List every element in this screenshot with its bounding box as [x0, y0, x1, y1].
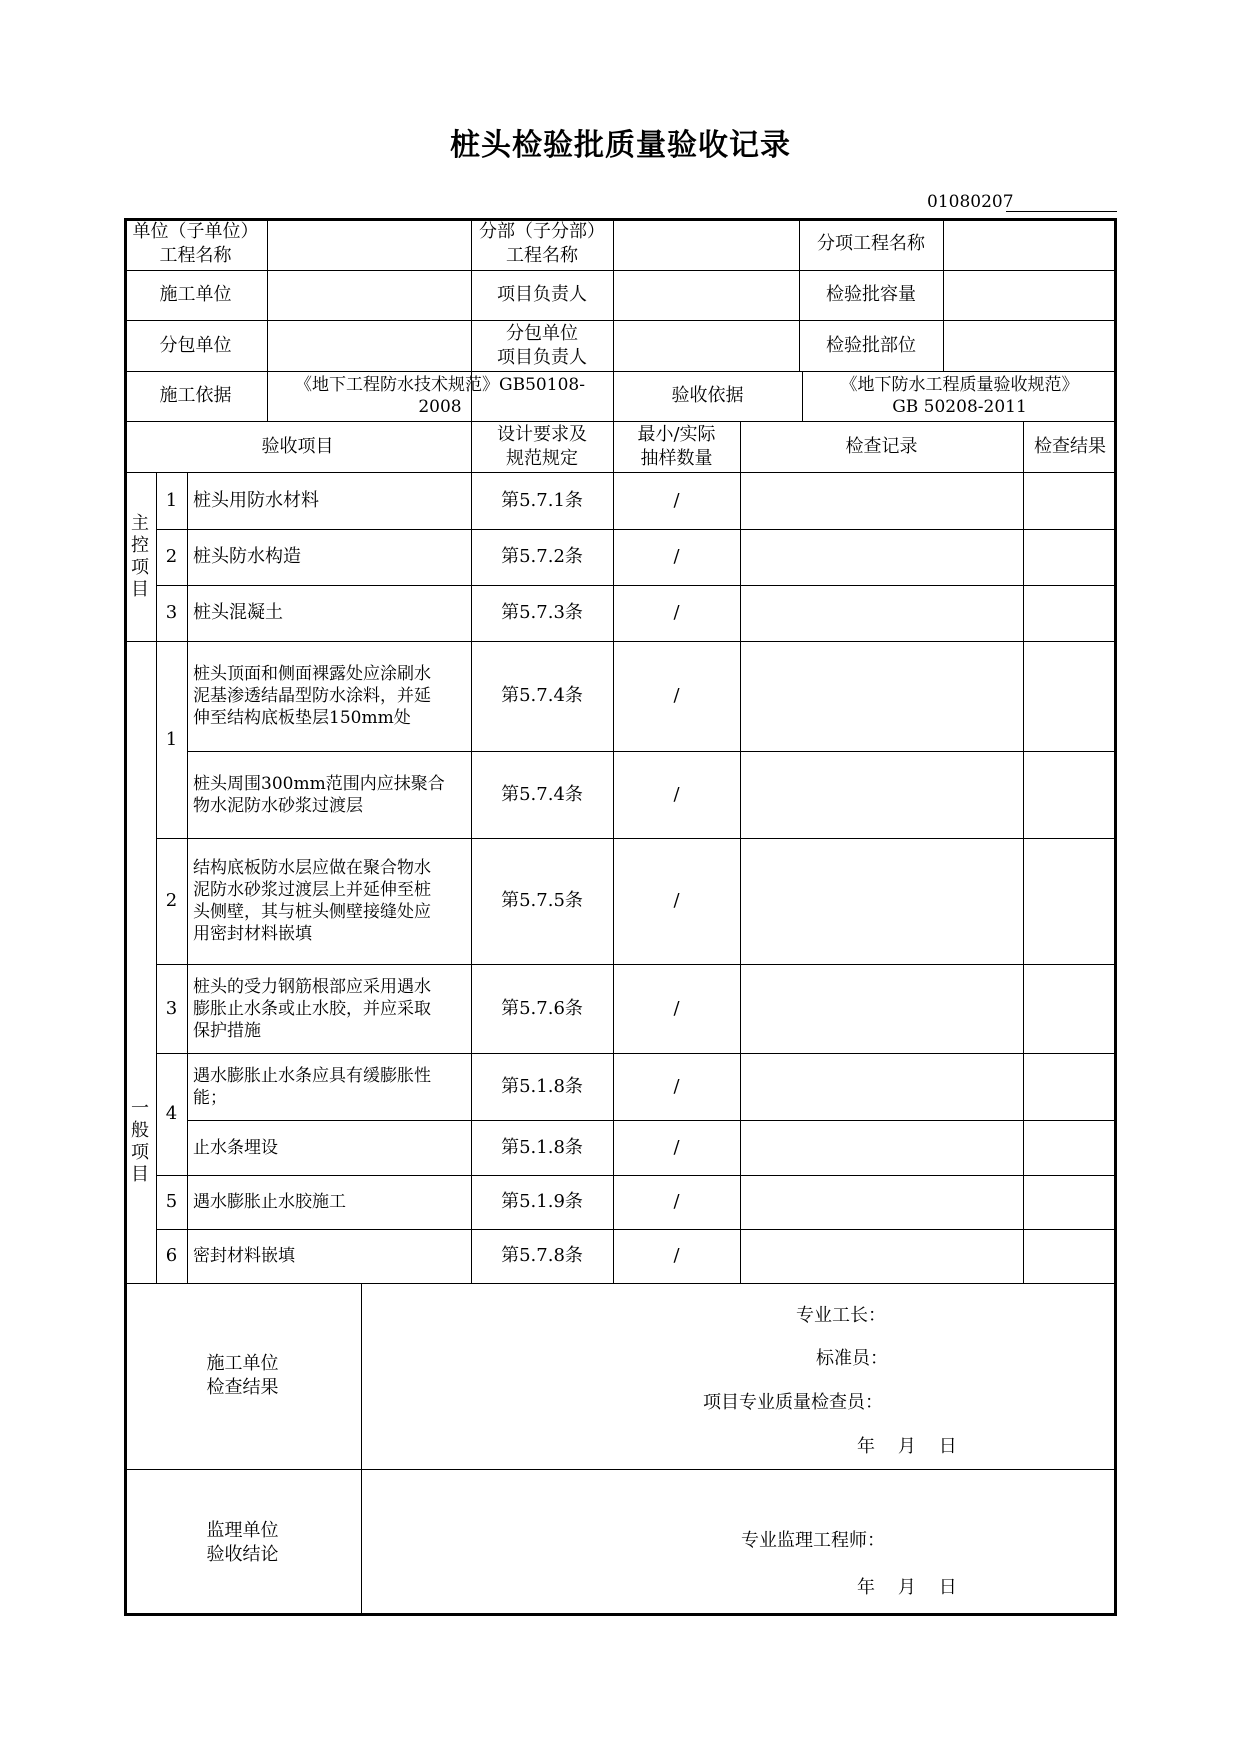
division-name-field[interactable] [613, 218, 799, 270]
item-record-field[interactable] [740, 529, 1023, 585]
item-record-field[interactable] [740, 1229, 1023, 1283]
item-number: 3 [165, 997, 178, 1019]
item-record-field[interactable] [740, 472, 1023, 529]
item-result-field[interactable] [1023, 529, 1117, 585]
constructor-label: 施工单位 [159, 284, 232, 305]
batch-location-label: 检验批部位 [826, 334, 916, 356]
item-clause: 第5.1.8条 [501, 1136, 583, 1158]
item-description: 桩头混凝土 [193, 602, 283, 623]
batch-capacity-field[interactable] [943, 270, 1117, 320]
acceptance-basis-value: 《地下防水工程质量验收规范》 GB 50208-2011 [840, 375, 1079, 417]
unit-name-field[interactable] [267, 218, 471, 270]
item-sample: / [673, 685, 680, 706]
supervisor-conclusion-label: 监理单位 验收结论 [206, 1519, 279, 1565]
batch-location-field[interactable] [943, 320, 1117, 371]
item-sample: / [673, 1191, 680, 1212]
constructor-field[interactable] [267, 270, 471, 320]
item-result-field[interactable] [1023, 472, 1117, 529]
item-sample: / [673, 783, 680, 805]
item-record-field[interactable] [740, 1053, 1023, 1120]
item-record-field[interactable] [740, 641, 1023, 751]
subcontractor-field[interactable] [267, 320, 471, 371]
item-result-field[interactable] [1023, 964, 1117, 1053]
foreman-signature-label: 专业工长： [796, 1305, 886, 1326]
item-description: 桩头周围300mm范围内应抹聚合 物水泥防水砂浆过渡层 [193, 773, 445, 816]
col-divider [187, 472, 188, 1283]
standard-officer-signature-label: 标准员： [816, 1348, 888, 1369]
form-code-underline [1006, 211, 1117, 212]
item-record-field[interactable] [740, 838, 1023, 964]
item-clause: 第5.7.3条 [501, 602, 583, 623]
sub-manager-label: 分包单位 项目负责人 [497, 322, 587, 368]
unit-name-label: 单位（子单位） 工程名称 [132, 221, 259, 266]
item-sample: / [673, 1136, 680, 1158]
col-header-sample: 最小/实际 抽样数量 [637, 423, 716, 469]
item-name-label: 分项工程名称 [817, 233, 925, 254]
item-result-field[interactable] [1023, 1175, 1117, 1229]
item-result-field[interactable] [1023, 1120, 1117, 1175]
document-title: 桩头检验批质量验收记录 [450, 128, 791, 163]
col-header-design: 设计要求及 规范规定 [497, 423, 587, 469]
item-clause: 第5.7.6条 [501, 997, 583, 1019]
item-sample: / [673, 890, 680, 911]
item-clause: 第5.1.9条 [501, 1191, 583, 1212]
item-name-field[interactable] [943, 218, 1117, 270]
col-header-result: 检查结果 [1034, 435, 1106, 457]
item-sample: / [673, 1075, 680, 1097]
item-record-field[interactable] [740, 751, 1023, 838]
item-clause: 第5.7.5条 [501, 890, 583, 911]
item-sample: / [673, 489, 680, 511]
item-result-field[interactable] [1023, 1053, 1117, 1120]
item-number: 3 [165, 602, 178, 623]
division-name-label: 分部（子分部） 工程名称 [479, 221, 605, 266]
item-description: 密封材料嵌填 [193, 1246, 295, 1266]
date-line: 年 月 日 [857, 1436, 957, 1457]
construction-basis-label: 施工依据 [159, 385, 232, 406]
item-description: 桩头用防水材料 [193, 489, 319, 511]
item-number: 1 [165, 728, 178, 750]
item-clause: 第5.1.8条 [501, 1075, 583, 1097]
item-sample: / [673, 602, 680, 623]
batch-capacity-label: 检验批容量 [826, 284, 916, 305]
col-header-record: 检查记录 [845, 435, 918, 457]
item-result-field[interactable] [1023, 838, 1117, 964]
item-number: 4 [165, 1103, 178, 1124]
item-result-field[interactable] [1023, 1229, 1117, 1283]
item-record-field[interactable] [740, 1175, 1023, 1229]
construction-basis-value: 《地下工程防水技术规范》GB50108- 2008 [295, 375, 585, 417]
col-divider [361, 1283, 362, 1616]
subcontractor-label: 分包单位 [159, 334, 232, 356]
form-code: 01080207 [927, 192, 1014, 212]
item-number: 1 [165, 489, 178, 511]
item-clause: 第5.7.4条 [501, 685, 583, 706]
item-record-field[interactable] [740, 1120, 1023, 1175]
item-clause: 第5.7.1条 [501, 489, 583, 511]
item-description: 桩头防水构造 [193, 546, 301, 567]
item-description: 桩头的受力钢筋根部应采用遇水 膨胀止水条或止水胶，并应采取 保护措施 [193, 976, 431, 1041]
constructor-check-label: 施工单位 检查结果 [206, 1353, 279, 1398]
item-number: 6 [165, 1245, 178, 1266]
item-description: 结构底板防水层应做在聚合物水 泥防水砂浆过渡层上并延伸至桩 头侧壁，其与桩头侧壁接缝处应 用密封材料嵌填 [193, 858, 431, 944]
item-description: 止水条埋设 [193, 1137, 278, 1158]
item-result-field[interactable] [1023, 641, 1117, 751]
general-section-label: 一 般 项 目 [131, 1098, 149, 1185]
supervising-engineer-signature-label: 专业监理工程师： [741, 1530, 885, 1551]
sub-manager-field[interactable] [613, 320, 799, 371]
item-result-field[interactable] [1023, 585, 1117, 641]
item-sample: / [673, 546, 680, 567]
item-clause: 第5.7.8条 [501, 1245, 583, 1266]
acceptance-basis-label: 验收依据 [671, 385, 744, 406]
item-description: 遇水膨胀止水条应具有缓膨胀性 能； [193, 1065, 431, 1108]
item-number: 2 [165, 546, 178, 567]
date-line: 年 月 日 [857, 1577, 957, 1598]
item-number: 2 [165, 890, 178, 911]
item-sample: / [673, 1245, 680, 1266]
item-number: 5 [165, 1191, 178, 1212]
item-sample: / [673, 997, 680, 1019]
item-description: 遇水膨胀止水胶施工 [193, 1192, 346, 1212]
project-manager-field[interactable] [613, 270, 799, 320]
item-record-field[interactable] [740, 964, 1023, 1053]
item-result-field[interactable] [1023, 751, 1117, 838]
item-description: 桩头顶面和侧面裸露处应涂刷水 泥基渗透结晶型防水涂料，并延 伸至结构底板垫层150mm处 [193, 664, 431, 728]
main-control-section-label: 主 控 项 目 [131, 512, 149, 600]
col-header-item: 验收项目 [261, 435, 334, 457]
item-clause: 第5.7.2条 [501, 546, 583, 567]
quality-inspector-signature-label: 项目专业质量检查员： [703, 1392, 883, 1413]
project-manager-label: 项目负责人 [497, 284, 587, 305]
item-record-field[interactable] [740, 585, 1023, 641]
item-clause: 第5.7.4条 [501, 783, 583, 805]
